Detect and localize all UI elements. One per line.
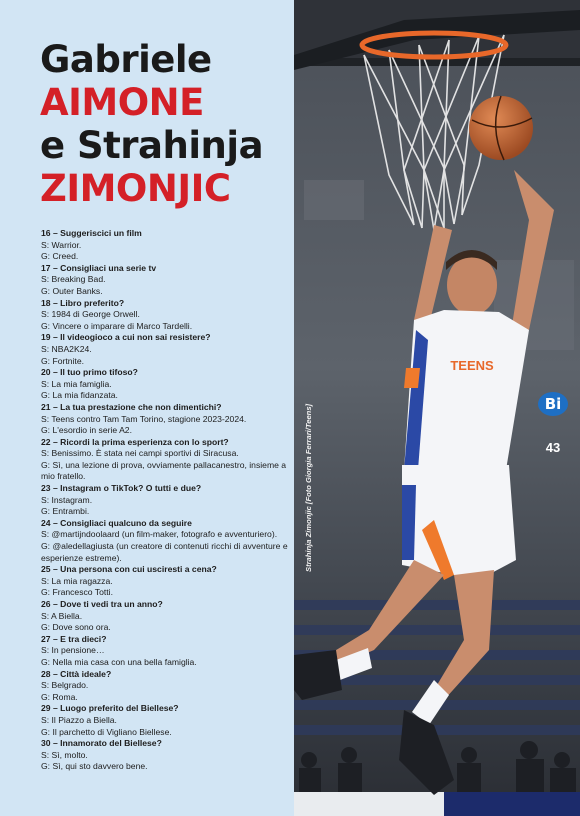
answer: G: Fortnite. — [41, 355, 84, 366]
answer: G: Vincere o imparare di Marco Tardelli. — [41, 320, 193, 331]
title-line-3: e Strahinja — [40, 124, 264, 167]
answer: G: Nella mia casa con una bella famiglia. — [41, 656, 197, 667]
answer: S: Breaking Bad. — [41, 274, 106, 285]
answer: S: Instagram. — [41, 494, 93, 505]
article-title — [40, 38, 290, 210]
answer: S: Il Piazzo a Biella. — [41, 714, 117, 725]
answer: S: Benissimo. È stata nei campi sportivi di Siracusa. — [41, 448, 239, 459]
interview-qa — [41, 228, 291, 773]
answer: S: 1984 di George Orwell. — [41, 309, 140, 320]
answer: S: Sì, molto. — [41, 749, 88, 760]
question: 17 – Consigliaci una serie tv — [41, 262, 157, 273]
answer: S: La mia ragazza. — [41, 575, 113, 586]
magazine-logo-icon — [537, 387, 569, 417]
answer: G: Entrambi. — [41, 506, 90, 517]
answer: S: La mia famiglia. — [41, 378, 112, 389]
question: 19 – Il videogioco a cui non sai resistere? — [41, 332, 211, 343]
answer: G: Il parchetto di Vigliano Biellese. — [41, 726, 172, 737]
answer: S: Warrior. — [41, 239, 82, 250]
question: 16 – Suggeriscici un film — [41, 228, 142, 238]
answer: G: Sì, una lezione di prova, ovviamente pallacanestro, insieme a mio fratello. — [41, 459, 287, 482]
answer: G: La mia fidanzata. — [41, 390, 118, 401]
answer: G: Creed. — [41, 251, 79, 262]
answer: S: NBA2K24. — [41, 343, 92, 354]
title-line-2: AIMONE — [40, 81, 204, 124]
question: 27 – E tra dieci? — [41, 633, 107, 644]
question: 29 – Luogo preferito del Biellese? — [41, 703, 179, 714]
question: 18 – Libro preferito? — [41, 297, 125, 308]
title-line-4: ZIMONJIC — [40, 167, 231, 210]
question: 20 – Il tuo primo tifoso? — [41, 367, 138, 378]
answer: S: @martijndoolaard (un film-maker, fotografo e avventuriero). — [41, 529, 278, 540]
answer: G: Outer Banks. — [41, 285, 103, 296]
question: 25 – Una persona con cui usciresti a cena? — [41, 564, 217, 575]
answer: S: A Biella. — [41, 610, 83, 621]
photo-caption: Strahinja Zimonjic [Foto Giorgia Ferrari/Teens] — [304, 403, 313, 572]
question: 22 – Ricordi la prima esperienza con lo sport? — [41, 436, 229, 447]
question: 24 – Consigliaci qualcuno da seguire — [41, 517, 192, 528]
question: 23 – Instagram o TikTok? O tutti e due? — [41, 483, 202, 494]
question: 21 – La tua prestazione che non dimentichi? — [41, 401, 222, 412]
answer: G: Francesco Totti. — [41, 587, 113, 598]
answer: S: Teens contro Tam Tam Torino, stagione 2023-2024. — [41, 413, 247, 424]
answer: G: Roma. — [41, 691, 78, 702]
title-line-1: Gabriele — [40, 38, 212, 81]
question: 28 – Città ideale? — [41, 668, 112, 679]
question: 30 – Innamorato del Biellese? — [41, 738, 162, 749]
answer: G: Dove sono ora. — [41, 622, 111, 633]
question: 26 – Dove ti vedi tra un anno? — [41, 599, 163, 609]
page-number: 43 — [545, 440, 561, 455]
jersey-text: TEENS — [450, 358, 494, 373]
answer: S: Belgrado. — [41, 680, 89, 691]
answer: G: @aledellagiusta (un creatore di contenuti ricchi di avventure e esperienze estreme). — [41, 541, 288, 563]
answer: S: In pensione… — [41, 645, 105, 656]
answer: G: L'esordio in serie A2. — [41, 425, 132, 436]
logo-text: Bi — [544, 395, 562, 413]
answer: G: Sì, qui sto davvero bene. — [41, 761, 148, 772]
